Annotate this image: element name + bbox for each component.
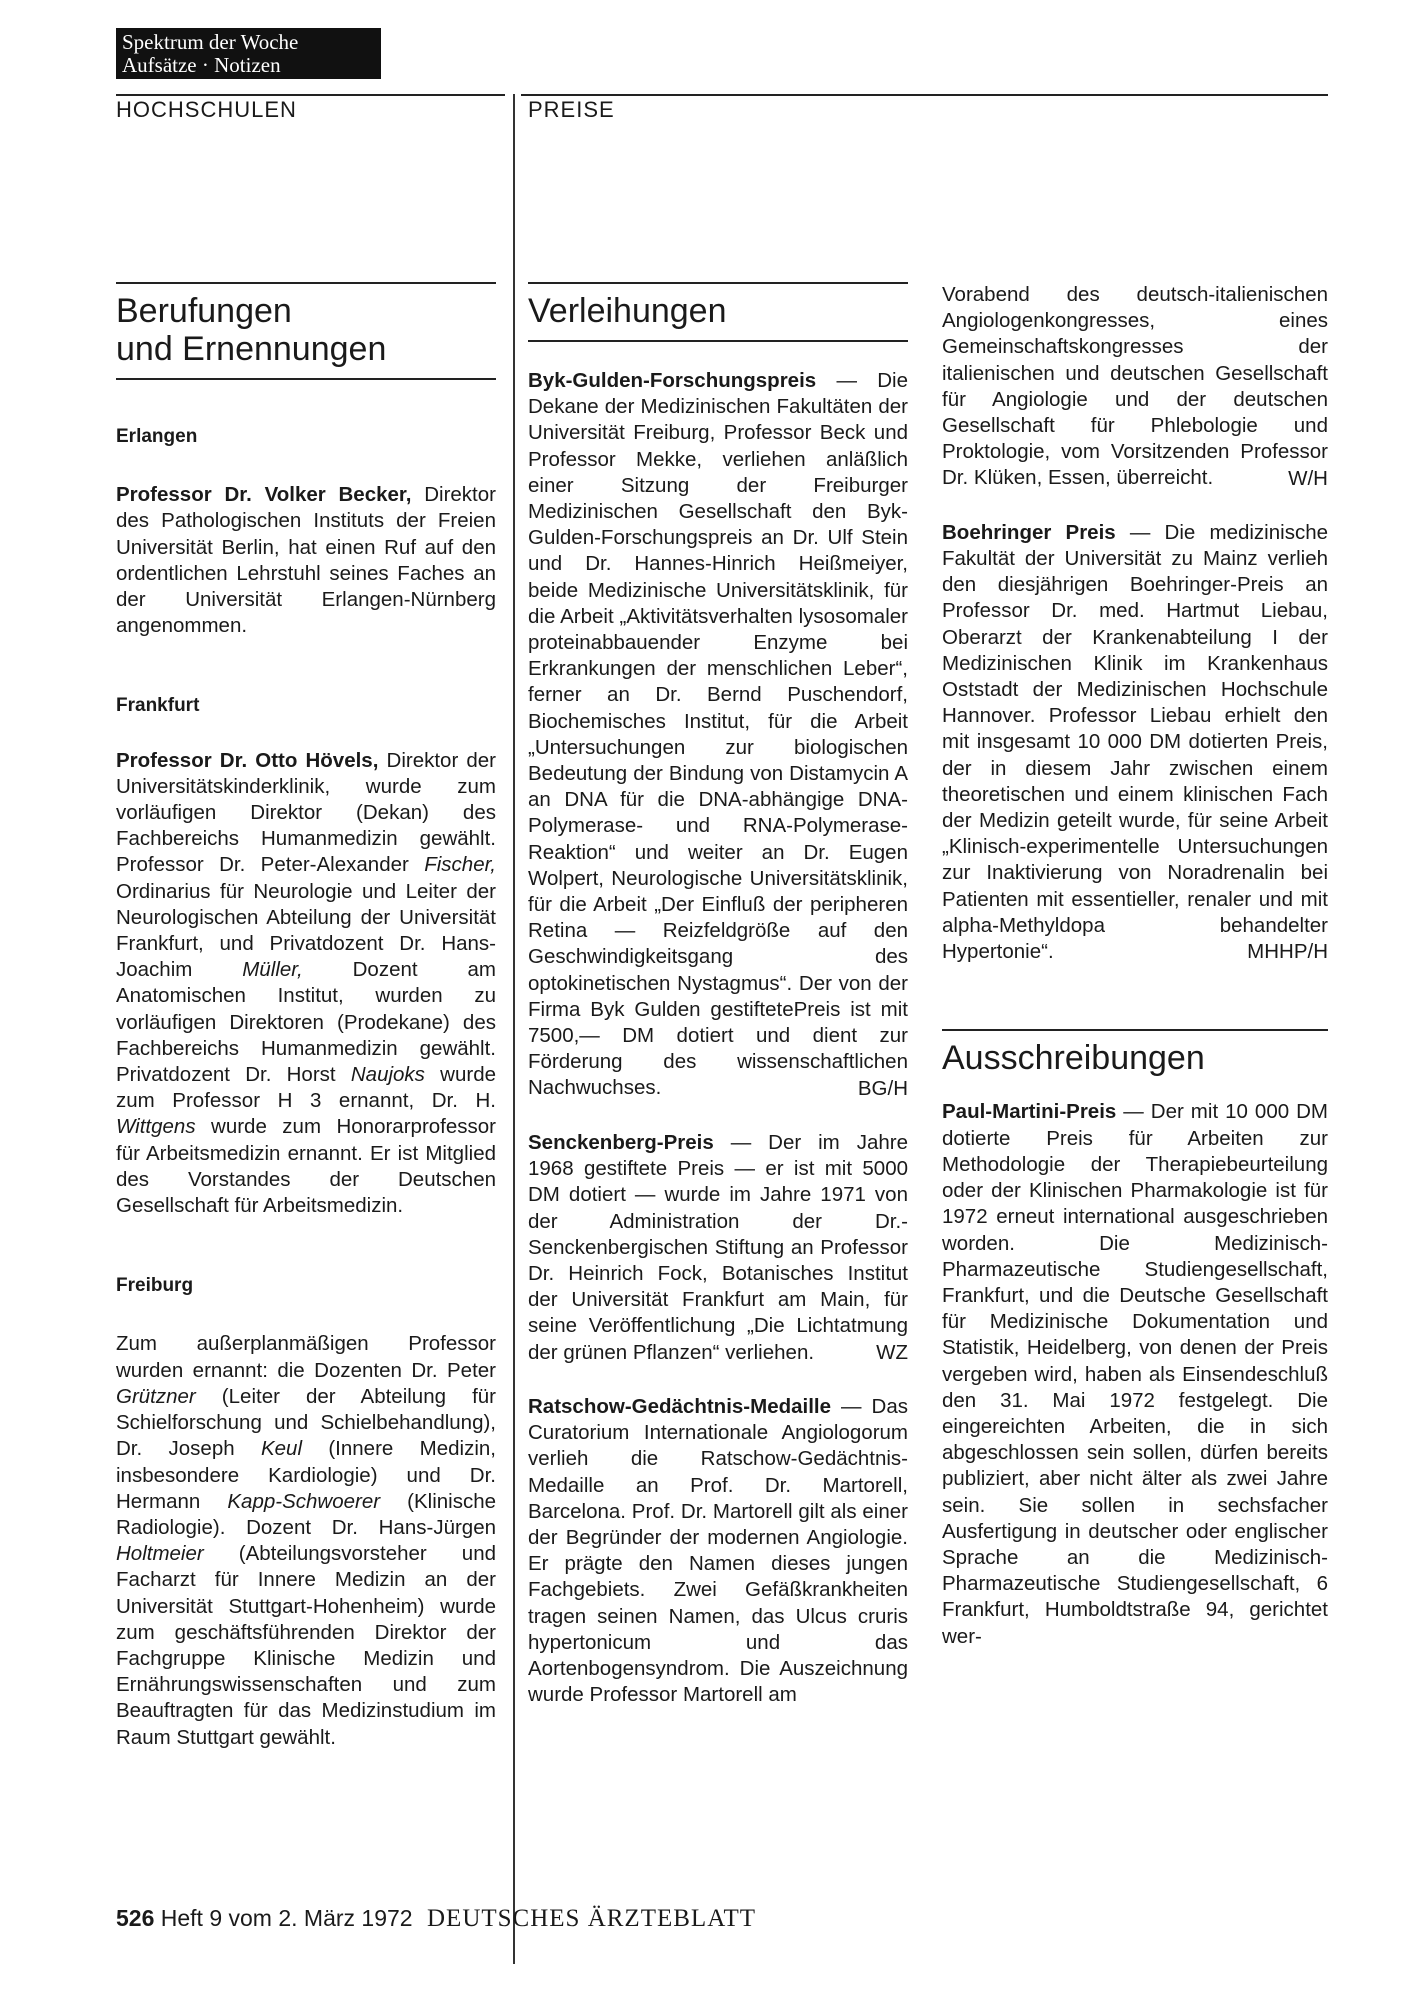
article-senckenberg (528, 1130, 908, 1366)
lead-boehringer: Boehringer Preis (942, 520, 1116, 544)
lead-paul-martini: Paul-Martini-Preis (942, 1100, 1117, 1124)
lead-ratschow: Ratschow-Gedächtnis-Medaille (528, 1394, 832, 1418)
article-byk-gulden (528, 368, 908, 1102)
sign-boehringer: MHHP/H (1247, 940, 1328, 964)
text-byk-gulden: — Die Dekane der Medizinischen Fakultäten der Universität Freiburg, Professor Beck und Professor Mekke, verliehen anläßlich einer Sitzung der Freiburger Medizinischen Gesellschaft den Byk-Gulden-Forschungspreis an Dr. Ulf Stein und Dr. Hannes-Hinrich Heißmeiyer, beide Medizinische Universitätsklinik, für die Arbeit „Aktivitätsverhalten lysosomaler proteinabbauender Enzyme bei Erkrankungen der menschlichen Leber“, ferner an Dr. Bernd Puschendorf, Biochemisches Institut, für die Arbeit „Untersuchungen zur biologischen Bedeutung der Bindung von Distamycin A an DNA für die DNA-abhängige DNA-Polymerase- und RNA-Polymerase-Reaktion“ und weiter an Dr. Eugen Wolpert, Neurologische Universitätsklinik, für die Arbeit „Der Einfluß der peripheren Retina — Reizfeldgröße auf den Geschwindigkeitsgang des optokinetischen Nystagmus“. Der von der Firma Byk Gulden gestiftetePreis ist mit 7500,— DM dotiert und dient zur Förderung des wissenschaftlichen Nachwuchses. (528, 369, 908, 1100)
text: (Innere Medizin, insbesondere Kardiologie) und Dr. Hermann (116, 1437, 496, 1513)
text: Ordinarius für Neurologie und Leiter der Neurologischen Abteilung der Universität Frankfurt, und Privatdozent Dr. Hans-Joachim (116, 879, 496, 982)
article-frankfurt (116, 748, 496, 1220)
city-frankfurt: Frankfurt (116, 695, 200, 717)
text-ratschow: — Das Curatorium Internationale Angiologorum verlieh die Ratschow-Gedächtnis-Medaille an Prof. Dr. Martorell, Barcelona. Prof. Dr. Martorell gilt als einer der Begründer der modernen Angiologie. Er prägte den Namen dieses jungen Fachgebiets. Zwei Gefäßkrankheiten tragen seinen Namen, das Ulcus cruris hypertonicum und das Aortenbogensyndrom. Die Auszeichnung wurde Professor Martorell am (528, 1394, 908, 1707)
text: Dozent am Anatomischen Institut, wurden zu vorläufigen Direktoren (Prodekane) des Fachbereichs Humanmedizin gewählt. Privatdozent Dr. Horst (116, 958, 496, 1087)
section-label-hochschulen: HOCHSCHULEN (116, 97, 297, 122)
text-erlangen: Direktor des Pathologischen Instituts der Freien Universität Berlin, hat einen Ruf auf den ordentlichen Lehrstuhl seines Faches an der Universität Erlangen-Nürnberg angenommen. (116, 483, 496, 638)
column-preise-right (942, 282, 1328, 1650)
text-senckenberg: — Der im Jahre 1968 gestiftete Preis — er ist mit 5000 DM dotiert — wurde im Jahre 1971 von der Administration der Dr.-Senckenbergischen Stiftung an Professor Dr. Heinrich Fock, Botanisches Institut der Universität Frankfurt am Main, für seine Veröffentlichung „Die Lichtatmung der grünen Pflanzen“ verliehen. (528, 1130, 908, 1364)
text: Zum außerplanmäßigen Professor wurden ernannt: die Dozenten Dr. Peter (116, 1332, 496, 1382)
column-verleihungen (528, 282, 908, 1708)
text: wurde zum Honorarprofessor für Arbeitsmedizin ernannt. Er ist Mitglied des Vorstandes der Deutschen Gesellschaft für Arbeitsmedizin. (116, 1115, 496, 1218)
name-italic: Holtmeier (116, 1542, 204, 1566)
page-footer (116, 1905, 756, 1933)
lead-frankfurt: Professor Dr. Otto Hövels, (116, 748, 379, 772)
page-number: 526 (116, 1905, 155, 1931)
text: (Leiter der Abteilung für Schielforschung und Schielbehandlung), Dr. Joseph (116, 1384, 496, 1461)
name-italic: Grützner (116, 1384, 196, 1408)
section-rule-left (116, 94, 505, 96)
sign-byk-gulden: BG/H (857, 1076, 908, 1100)
name-italic: Keul (260, 1437, 303, 1461)
rubric-line1: Spektrum der Woche (122, 30, 299, 54)
name-italic: Wittgens (116, 1115, 196, 1139)
sign-senckenberg: WZ (876, 1340, 908, 1364)
name-italic: Naujoks (350, 1063, 425, 1087)
name-italic: Fischer, (424, 853, 496, 877)
article-erlangen (116, 482, 496, 639)
column-hochschulen (116, 282, 496, 1751)
issue-info: Heft 9 vom 2. März 1972 (160, 1905, 413, 1931)
text-boehringer: — Die medizinische Fakultät der Universität zu Mainz verlieh den diesjährigen Boehringer-Preis an Professor Dr. med. Hartmut Liebau, Oberarzt der Krankenabteilung I der Medizinischen Klinik im Krankenhaus Oststadt der Medizinischen Hochschule Hannover. Professor Liebau erhielt den mit insgesamt 10 000 DM dotierten Preis, der in diesem Jahr zwischen einem theoretischen und einem klinischen Fach der Medizin geteilt wurde, für seine Arbeit „Klinisch-experimentelle Untersuchungen zur Inaktivierung von Noradrenalin bei Patienten mit essentieller, renaler und mit alpha-Methyldopa behandelter Hypertonie“. (942, 520, 1328, 964)
text: Direktor der Universitätskinderklinik, wurde zum vorläufigen Direktor (Dekan) des Fachbereichs Humanmedizin gewählt. Professor Dr. Peter-Alexander (116, 748, 496, 877)
heading-line1: Berufungen (116, 292, 292, 330)
sign-ratschow: W/H (1288, 466, 1328, 490)
column-divider (513, 94, 515, 1964)
text: (Klinische Radiologie). Dozent Dr. Hans-Jürgen (116, 1489, 496, 1539)
section-label-preise: PREISE (528, 97, 615, 122)
name-italic: Müller, (242, 958, 303, 982)
heading-line2: und Ernennungen (116, 330, 387, 368)
lead-erlangen: Professor Dr. Volker Becker, (116, 483, 412, 507)
text: (Abteilungsvorsteher und Facharzt für Innere Medizin an der Universität Stuttgart-Hohenheim) wurde zum geschäftsführenden Direktor der Fachgruppe Klinische Medizin und Ernährungswissenschaften und zum Beauftragten für das Medizinstudium im Raum Stuttgart gewählt. (116, 1542, 496, 1749)
heading-ausschreibungen: Ausschreibungen (942, 1029, 1328, 1079)
city-freiburg: Freiburg (116, 1275, 194, 1297)
article-ratschow (528, 1394, 908, 1708)
text: wurde zum Professor H 3 ernannt, Dr. H. (116, 1063, 496, 1113)
article-boehringer (942, 520, 1328, 965)
rubric-line2: Aufsätze · Notizen (122, 53, 281, 77)
heading-verleihungen: Verleihungen (528, 282, 908, 342)
article-freiburg (116, 1331, 496, 1750)
lead-byk-gulden: Byk-Gulden-Forschungspreis (528, 369, 817, 392)
name-italic: Kapp-Schwoerer (227, 1489, 381, 1513)
text-paul-martini: — Der mit 10 000 DM dotierte Preis für Arbeiten zur Methodologie der Therapiebeurteilung oder der Klinischen Pharmakologie ist für 1972 erneut international ausgeschrieben worden. Die Medizinisch-Pharmazeutische Studiengesellschaft, Frankfurt, und die Deutsche Gesellschaft für Medizinische Dokumentation und Statistik, Heidelberg, von denen der Preis vergeben wird, haben als Einsendeschluß den 31. Mai 1972 festgelegt. Die eingereichten Arbeiten, die in sich abgeschlossen sein sollen, dürfen bereits publiziert, aber nicht älter als zwei Jahre sein. Sie sollen in sechsfacher Ausfertigung in deutscher oder englischer Sprache an die Medizinisch-Pharmazeutische Studiengesellschaft, 6 Frankfurt, Humboldtstraße 94, gerichtet wer- (942, 1100, 1328, 1648)
magazine-title: DEUTSCHES ÄRZTEBLATT (427, 1905, 757, 1932)
lead-senckenberg: Senckenberg-Preis (528, 1130, 714, 1154)
heading-berufungen (116, 282, 496, 380)
city-erlangen: Erlangen (116, 426, 198, 447)
rubric-badge (116, 28, 381, 79)
section-rule-right (521, 94, 1328, 96)
article-ratschow-continued: Vorabend des deutsch-italienischen Angiologenkongresses, eines Gemeinschaftskongresses der italienischen und deutschen Gesellschaft für Angiologie und der deutschen Gesellschaft für Phlebologie und Proktologie, vom Vorsitzenden Professor Dr. Klüken, Essen, überreicht. (942, 283, 1328, 490)
article-paul-martini (942, 1099, 1328, 1649)
